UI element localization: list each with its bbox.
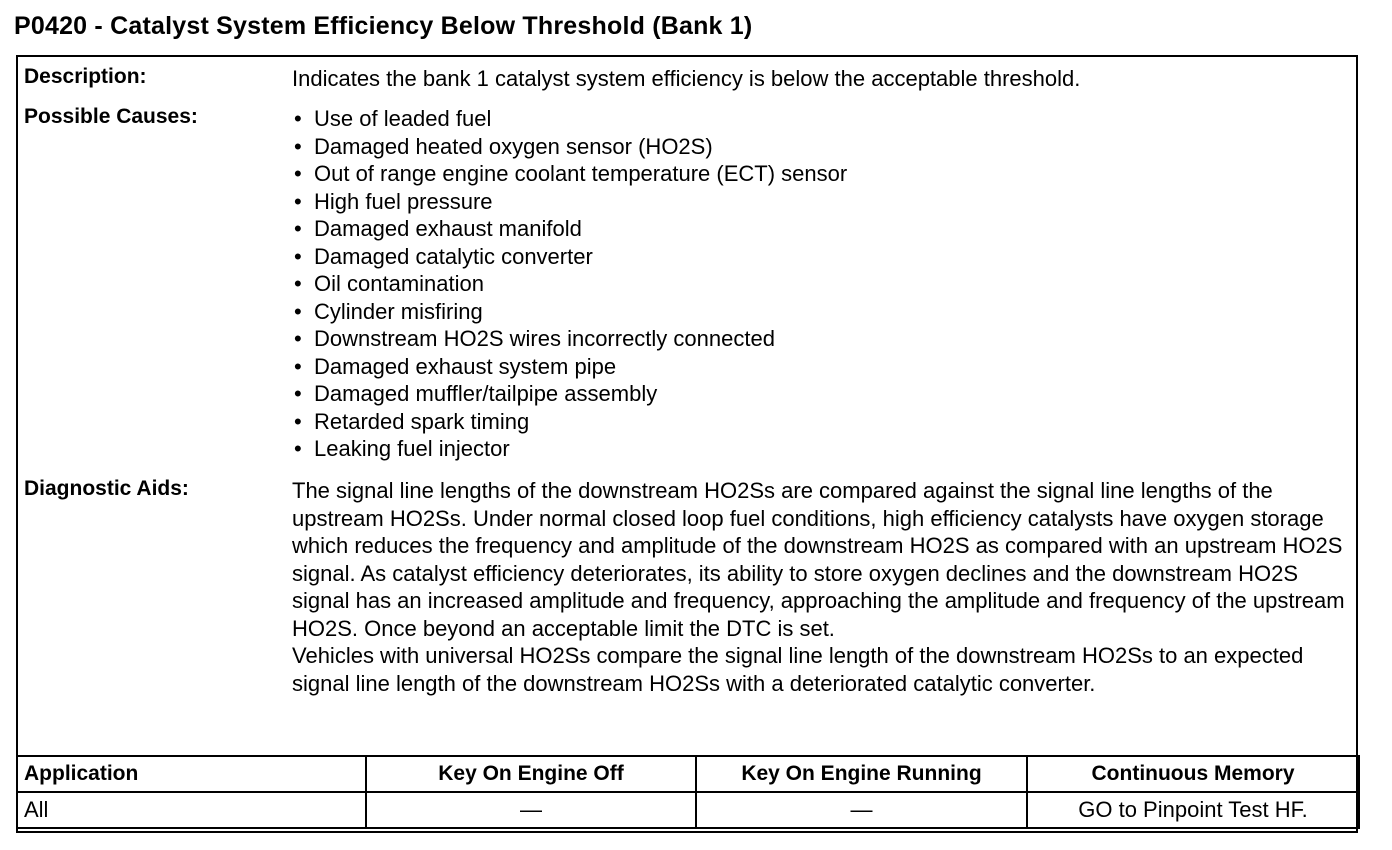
table-header-row [17, 756, 1359, 792]
diagnostic-aids-paragraph: The signal line lengths of the downstream HO2Ss are compared against the signal line lengths of the upstream HO2Ss. Under normal closed loop fuel conditions, high efficiency catalysts have oxygen storage which reduces the frequency and amplitude of the downstream HO2S as compared with an upstream HO2S signal. As catalyst efficiency deteriorates, its ability to store oxygen declines and the downstream HO2S signal has an increased amplitude and frequency, approaching the amplitude and frequency of the upstream HO2S. Once beyond an acceptable limit the DTC is set. [292, 478, 1345, 641]
list-item: • Use of leaded fuel [292, 105, 1346, 133]
cell-continuous-memory: GO to Pinpoint Test HF. [1027, 792, 1359, 828]
list-item: • Damaged catalytic converter [292, 243, 1346, 271]
list-item: • Damaged heated oxygen sensor (HO2S) [292, 133, 1346, 161]
description-label: Description: [24, 65, 147, 88]
possible-causes-list [292, 105, 1346, 463]
possible-causes-label: Possible Causes: [24, 105, 198, 128]
cell-key-on-engine-off: — [366, 792, 696, 828]
dtc-info-box [16, 55, 1358, 833]
header-continuous-memory: Continuous Memory [1027, 756, 1359, 792]
list-item: • Oil contamination [292, 270, 1346, 298]
diagnostic-aids-paragraph: Vehicles with universal HO2Ss compare the signal line length of the downstream HO2Ss to an expected signal line length of the downstream HO2Ss with a deteriorated catalytic converter. [292, 643, 1304, 696]
diagnostic-aids-label: Diagnostic Aids: [24, 477, 189, 500]
description-text: Indicates the bank 1 catalyst system efficiency is below the acceptable threshold. [292, 66, 1081, 91]
list-item: • Out of range engine coolant temperature (ECT) sensor [292, 160, 1346, 188]
list-item: • High fuel pressure [292, 188, 1346, 216]
list-item: • Cylinder misfiring [292, 298, 1346, 326]
list-item: • Downstream HO2S wires incorrectly connected [292, 325, 1346, 353]
table-row [17, 792, 1359, 828]
list-item: • Damaged exhaust system pipe [292, 353, 1346, 381]
list-item: • Leaking fuel injector [292, 435, 1346, 463]
cell-key-on-engine-running: — [696, 792, 1027, 828]
cell-application: All [17, 792, 366, 828]
list-item: • Damaged exhaust manifold [292, 215, 1346, 243]
list-item: • Retarded spark timing [292, 408, 1346, 436]
header-key-on-engine-off: Key On Engine Off [366, 756, 696, 792]
page-title: P0420 - Catalyst System Efficiency Below Threshold (Bank 1) [14, 12, 753, 40]
header-key-on-engine-running: Key On Engine Running [696, 756, 1027, 792]
application-table [16, 755, 1360, 829]
header-application: Application [17, 756, 366, 792]
list-item: • Damaged muffler/tailpipe assembly [292, 380, 1346, 408]
